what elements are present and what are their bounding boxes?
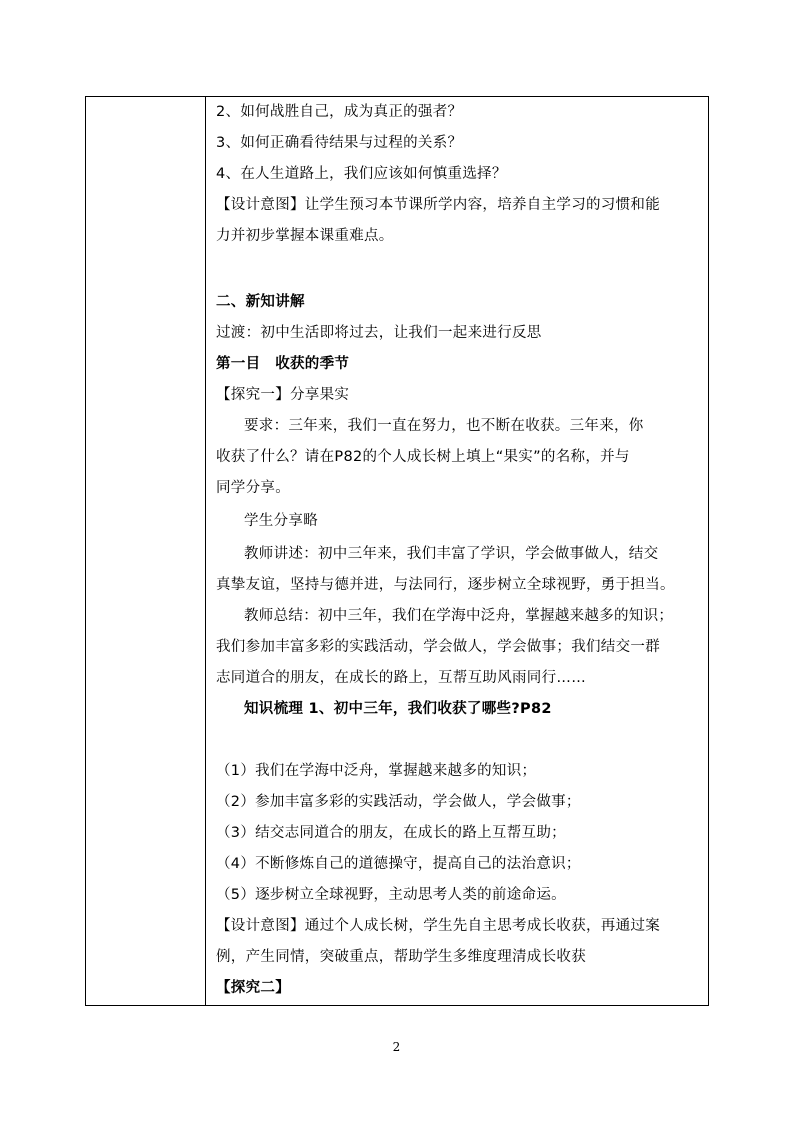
- teacher-narration-line-1: 教师讲述：初中三年来，我们丰富了学识，学会做事做人，结交: [244, 546, 659, 562]
- question-line-3: 3、如何正确看待结果与过程的关系？: [216, 135, 463, 151]
- design-intent-2-line-2: 例，产生同情，突破重点，帮助学生多维度理清成长收获: [216, 949, 586, 965]
- summary-item-4: （4）不断修炼自己的道德操守，提高自己的法治意识；: [216, 856, 581, 872]
- knowledge-summary-heading: 知识梳理 1、初中三年，我们收获了哪些?P82: [244, 701, 552, 717]
- question-line-4: 4、在人生道路上，我们应该如何慎重选择？: [216, 166, 507, 182]
- page-number: 2: [392, 1040, 401, 1054]
- teacher-summary-line-3: 志同道合的朋友，在成长的路上，互帮互助风雨同行……: [216, 670, 586, 686]
- table-content-column: [206, 97, 708, 1005]
- teacher-narration-line-2: 真挚友谊，坚持与德并进，与法同行，逐步树立全球视野，勇于担当。: [216, 577, 675, 593]
- question-line-2: 2、如何战胜自己，成为真正的强者？: [216, 104, 463, 120]
- lesson-table: [85, 96, 709, 1006]
- section-heading-new-knowledge: 二、新知讲解: [216, 294, 305, 310]
- teacher-summary-line-1: 教师总结：初中三年，我们在学海中泛舟，掌握越来越多的知识；: [244, 608, 674, 624]
- requirement-line-1: 要求：三年来，我们一直在努力，也不断在收获。三年来，你: [244, 418, 644, 434]
- requirement-line-3: 同学分享。: [216, 480, 290, 496]
- design-intent-line-1: 【设计意图】让学生预习本节课所学内容，培养自主学习的习惯和能: [216, 197, 660, 213]
- summary-item-3: （3）结交志同道合的朋友，在成长的路上互帮互助；: [216, 825, 566, 841]
- design-intent-line-2: 力并初步掌握本课重难点。: [216, 228, 394, 244]
- summary-item-2: （2）参加丰富多彩的实践活动，学会做人，学会做事；: [216, 794, 581, 810]
- teacher-summary-line-2: 我们参加丰富多彩的实践活动，学会做人，学会做事；我们结交一群: [216, 639, 660, 655]
- table-left-column: [86, 97, 206, 1005]
- subsection-heading-harvest: 第一目 收获的季节: [216, 356, 350, 372]
- transition-text: 过渡：初中生活即将过去，让我们一起来进行反思: [216, 325, 542, 341]
- inquiry-one-title: 【探究一】分享果实: [216, 387, 350, 403]
- student-sharing: 学生分享略: [244, 513, 318, 529]
- design-intent-2-line-1: 【设计意图】通过个人成长树，学生先自主思考成长收获，再通过案: [216, 918, 660, 934]
- requirement-line-2: 收获了什么？请在P82的个人成长树上填上“果实”的名称，并与: [216, 449, 630, 465]
- inquiry-two-title: 【探究二】: [216, 980, 290, 996]
- summary-item-5: （5）逐步树立全球视野，主动思考人类的前途命运。: [216, 887, 566, 903]
- summary-item-1: （1）我们在学海中泛舟，掌握越来越多的知识；: [216, 763, 537, 779]
